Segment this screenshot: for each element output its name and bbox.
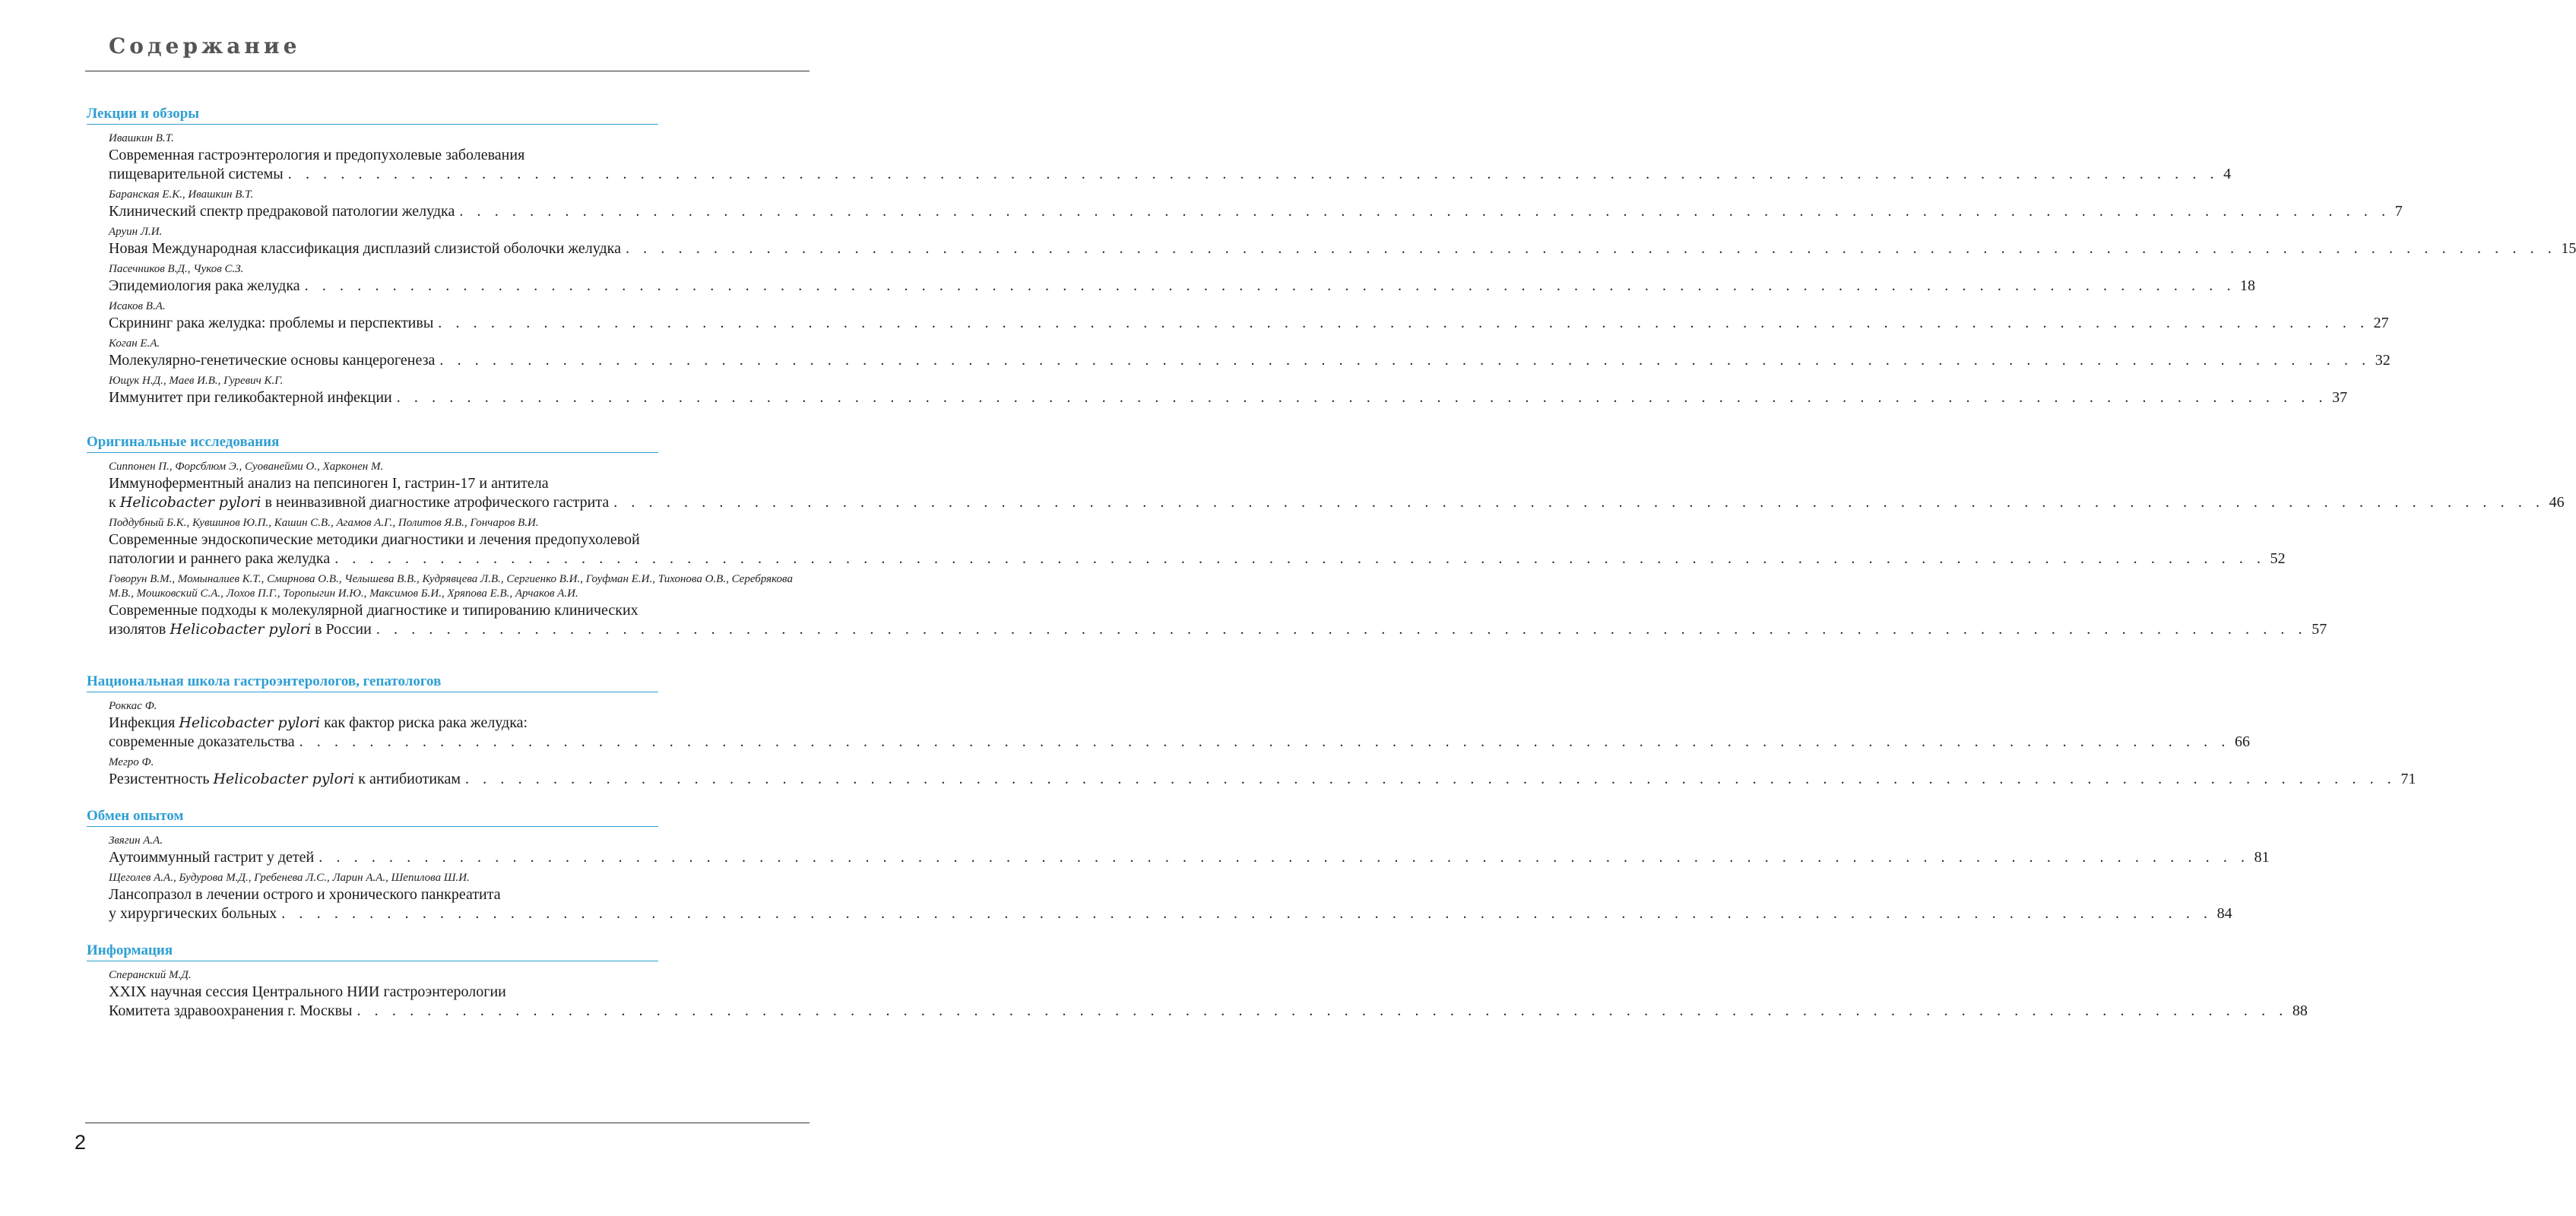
toc-entry[interactable]: [109, 834, 2270, 867]
entry-authors: Щеголев А.А., Будурова М.Д., Гребенева Л.С., Ларин А.А., Шепилова Ш.И.: [109, 872, 470, 884]
dot-leader: . . . . . . . . . . . . . . . . . . . . . . . . . . . . . . . . . . . . . . . . . . . . . . . . . . . . . . . . . . . . . . . . . . . . . . . . . . . . . . . . . . . . . . . . . . . . . . . . . . . . . . . . . . . . . .: [356, 1002, 2288, 1019]
dot-leader: . . . . . . . . . . . . . . . . . . . . . . . . . . . . . . . . . . . . . . . . . . . . . . . . . . . . . . . . . . . . . . . . . . . . . . . . . . . . . . . . . . . . . . . . . . . . . . . . . . . . . . . . . . . . . .: [439, 352, 2371, 369]
toc-entry[interactable]: [109, 337, 2391, 370]
entry-title-line: [109, 493, 2565, 512]
page-number: 2: [74, 1131, 87, 1154]
section-entries: [109, 834, 2270, 927]
entry-title-text: Эпидемиология рака желудка: [109, 277, 300, 294]
entry-title-text: Аутоиммунный гастрит у детей: [109, 849, 315, 866]
entry-title-text: Иммуноферментный анализ на пепсиноген I, гастрин-17 и антитела: [109, 475, 549, 492]
entry-title-line: [109, 601, 803, 620]
entry-page-number: 52: [2270, 550, 2286, 567]
entry-title-text: к Helicobacter pylori в неинвазивной диагностике атрофического гастрита: [109, 494, 610, 511]
entry-authors: Ивашкин В.Т.: [109, 132, 174, 144]
toc-entry[interactable]: [109, 188, 2403, 221]
section-title: Информация: [87, 942, 658, 961]
entry-title-line: [109, 388, 2348, 407]
italic-term: Helicobacter pylori: [170, 621, 312, 638]
entry-title-text: Новая Международная классификация дисплазий слизистой оболочки желудка: [109, 240, 621, 257]
entry-title-line: [109, 885, 803, 904]
entry-authors: Ющук Н.Д., Маев И.В., Гуревич К.Г.: [109, 375, 284, 387]
entry-title-line: [109, 733, 2250, 752]
entry-title-text: изолятов Helicobacter pylori в России: [109, 621, 372, 638]
dot-leader: . . . . . . . . . . . . . . . . . . . . . . . . . . . . . . . . . . . . . . . . . . . . . . . . . . . . . . . . . . . . . . . . . . . . . . . . . . . . . . . . . . . . . . . . . . . . . . . . . . . . . . . . . . . . . .: [304, 277, 2236, 294]
dot-leader: . . . . . . . . . . . . . . . . . . . . . . . . . . . . . . . . . . . . . . . . . . . . . . . . . . . . . . . . . . . . . . . . . . . . . . . . . . . . . . . . . . . . . . . . . . . . . . . . . . . . . . . . . . . . . .: [299, 733, 2230, 750]
italic-term: Helicobacter pylori: [179, 714, 321, 731]
entry-title-line: [109, 146, 803, 165]
entry-title-text: Скрининг рака желудка: проблемы и перспективы: [109, 315, 434, 331]
toc-entry[interactable]: [109, 299, 2389, 333]
toc-entry[interactable]: [109, 262, 2256, 296]
section-title: Национальная школа гастроэнтерологов, гепатологов: [87, 673, 658, 692]
entry-title-text: Комитета здравоохранения г. Москвы: [109, 1002, 353, 1019]
entry-title-text: Иммунитет при геликобактерной инфекции: [109, 389, 392, 406]
entry-title-text: Резистентность Helicobacter pylori к антибиотикам: [109, 771, 461, 787]
section-entries: [109, 699, 2416, 793]
entry-authors: Пасечников В.Д., Чуков С.З.: [109, 263, 244, 275]
entry-title-text: у хирургических больных: [109, 905, 277, 922]
entry-title-text: пищеварительной системы: [109, 166, 284, 182]
entry-title-line: [109, 770, 2416, 789]
entry-page-number: 18: [2240, 277, 2256, 294]
section-entries: [109, 131, 2576, 411]
entry-title-text: XXIX научная сессия Центрального НИИ гастроэнтерологии: [109, 983, 506, 1000]
toc-entry[interactable]: [109, 374, 2348, 407]
entry-title-line: [109, 202, 2403, 221]
entry-authors: Баранская Е.К., Ивашкин В.Т.: [109, 188, 254, 201]
entry-title-text: Современные подходы к молекулярной диагностике и типированию клинических: [109, 602, 638, 619]
dot-leader: . . . . . . . . . . . . . . . . . . . . . . . . . . . . . . . . . . . . . . . . . . . . . . . . . . . . . . . . . . . . . . . . . . . . . . . . . . . . . . . . . . . . . . . . . . . . . . . . . . . . . . . . . . . . . .: [459, 203, 2391, 220]
entry-title-text: патологии и раннего рака желудка: [109, 550, 331, 567]
entry-authors: Сиппонен П., Форсблюм Э., Суованейми О., Харконен М.: [109, 461, 384, 473]
dot-leader: . . . . . . . . . . . . . . . . . . . . . . . . . . . . . . . . . . . . . . . . . . . . . . . . . . . . . . . . . . . . . . . . . . . . . . . . . . . . . . . . . . . . . . . . . . . . . . . . . . . . . . . . . . . . . .: [375, 621, 2308, 638]
entry-authors: Звягин А.А.: [109, 834, 163, 847]
toc-entry[interactable]: [109, 755, 2416, 789]
section-entries: [109, 968, 2308, 1024]
entry-authors: Говорун В.М., Момыналиев К.Т., Смирнова О.В., Челышева В.В., Кудрявцева Л.В., Сергиенко В.И., Гоуфман Е.И., Тихонова О.В., Серебрякова М.В., Мошковский С.А., Лохов П.Г., Торопыгин И.Ю., Максимов Б.И., Хряпова Е.В., Арчаков А.И.: [109, 573, 793, 600]
toc-entry[interactable]: [109, 699, 2250, 752]
toc-entry[interactable]: [109, 516, 2286, 568]
entry-authors: Сперанский М.Д.: [109, 969, 192, 981]
entry-title-line: [109, 848, 2270, 867]
dot-leader: . . . . . . . . . . . . . . . . . . . . . . . . . . . . . . . . . . . . . . . . . . . . . . . . . . . . . . . . . . . . . . . . . . . . . . . . . . . . . . . . . . . . . . . . . . . . . . . . . . . . . . . . . . . . . .: [613, 494, 2545, 511]
entry-title-text: современные доказательства: [109, 733, 295, 750]
dot-leader: . . . . . . . . . . . . . . . . . . . . . . . . . . . . . . . . . . . . . . . . . . . . . . . . . . . . . . . . . . . . . . . . . . . . . . . . . . . . . . . . . . . . . . . . . . . . . . . . . . . . . . . . . . . . . .: [334, 550, 2266, 567]
entry-title-line: [109, 904, 2232, 923]
entry-page-number: 46: [2549, 494, 2565, 511]
section-entries: [109, 460, 2565, 643]
dot-leader: . . . . . . . . . . . . . . . . . . . . . . . . . . . . . . . . . . . . . . . . . . . . . . . . . . . . . . . . . . . . . . . . . . . . . . . . . . . . . . . . . . . . . . . . . . . . . . . . . . . . . . . . . . . . . .: [396, 389, 2328, 406]
entry-title-line: [109, 351, 2391, 370]
section-title: Обмен опытом: [87, 808, 658, 827]
entry-page-number: 32: [2375, 352, 2391, 369]
entry-title-text: Инфекция Helicobacter pylori как фактор риска рака желудка:: [109, 714, 528, 731]
toc-entry[interactable]: [109, 225, 2576, 258]
entry-title-line: [109, 714, 803, 733]
italic-term: Helicobacter pylori: [213, 771, 355, 787]
entry-title-line: [109, 314, 2389, 333]
toc-entry[interactable]: [109, 572, 2327, 639]
entry-title-text: Клинический спектр предраковой патологии желудка: [109, 203, 455, 220]
toc-entry[interactable]: [109, 968, 2308, 1021]
entry-authors: Коган Е.А.: [109, 337, 160, 350]
entry-page-number: 88: [2292, 1002, 2308, 1019]
entry-title-line: [109, 549, 2286, 568]
entry-title-text: Современные эндоскопические методики диагностики и лечения предопухолевой: [109, 531, 640, 548]
dot-leader: . . . . . . . . . . . . . . . . . . . . . . . . . . . . . . . . . . . . . . . . . . . . . . . . . . . . . . . . . . . . . . . . . . . . . . . . . . . . . . . . . . . . . . . . . . . . . . . . . . . . . . . . . . . . . .: [287, 166, 2220, 182]
entry-title-line: [109, 165, 2232, 184]
toc-entry[interactable]: [109, 131, 2232, 184]
italic-term: Helicobacter pylori: [119, 494, 261, 511]
entry-title-line: [109, 1002, 2308, 1021]
entry-authors: Поддубный Б.К., Кувшинов Ю.П., Кашин С.В., Агамов А.Г., Политов Я.В., Гончаров В.И.: [109, 517, 539, 529]
entry-authors: Роккас Ф.: [109, 700, 157, 712]
entry-page-number: 57: [2311, 621, 2327, 638]
entry-page-number: 4: [2223, 166, 2232, 182]
entry-title-text: Современная гастроэнтерология и предопухолевые заболевания: [109, 147, 525, 163]
entry-authors: Исаков В.А.: [109, 300, 166, 312]
entry-page-number: 66: [2234, 733, 2250, 750]
entry-page-number: 37: [2332, 389, 2348, 406]
section-title: Лекции и обзоры: [87, 106, 658, 125]
entry-title-line: [109, 277, 2256, 296]
entry-authors: Аруин Л.И.: [109, 226, 163, 238]
entry-title-line: [109, 239, 2576, 258]
entry-page-number: 15: [2561, 240, 2576, 257]
entry-title-line: [109, 474, 803, 493]
entry-title-line: [109, 620, 2327, 639]
dot-leader: . . . . . . . . . . . . . . . . . . . . . . . . . . . . . . . . . . . . . . . . . . . . . . . . . . . . . . . . . . . . . . . . . . . . . . . . . . . . . . . . . . . . . . . . . . . . . . . . . . . . . . . . . . . . . .: [625, 240, 2557, 257]
dot-leader: . . . . . . . . . . . . . . . . . . . . . . . . . . . . . . . . . . . . . . . . . . . . . . . . . . . . . . . . . . . . . . . . . . . . . . . . . . . . . . . . . . . . . . . . . . . . . . . . . . . . . . . . . . . . . .: [464, 771, 2397, 787]
toc-entry[interactable]: [109, 871, 2232, 923]
entry-page-number: 84: [2216, 905, 2232, 922]
page-title: Содержание: [109, 33, 301, 59]
section-title: Оригинальные исследования: [87, 434, 658, 453]
entry-page-number: 81: [2254, 849, 2270, 866]
entry-page-number: 71: [2400, 771, 2416, 787]
entry-title-text: Лансопразол в лечении острого и хронического панкреатита: [109, 886, 501, 903]
entry-title-line: [109, 530, 803, 549]
toc-entry[interactable]: [109, 460, 2565, 512]
dot-leader: . . . . . . . . . . . . . . . . . . . . . . . . . . . . . . . . . . . . . . . . . . . . . . . . . . . . . . . . . . . . . . . . . . . . . . . . . . . . . . . . . . . . . . . . . . . . . . . . . . . . . . . . . . . . . .: [318, 849, 2250, 866]
entry-page-number: 7: [2394, 203, 2403, 220]
dot-leader: . . . . . . . . . . . . . . . . . . . . . . . . . . . . . . . . . . . . . . . . . . . . . . . . . . . . . . . . . . . . . . . . . . . . . . . . . . . . . . . . . . . . . . . . . . . . . . . . . . . . . . . . . . . . . .: [438, 315, 2369, 331]
entry-authors: Мегро Ф.: [109, 756, 154, 768]
entry-title-line: [109, 983, 803, 1002]
entry-title-text: Молекулярно-генетические основы канцерогенеза: [109, 352, 436, 369]
dot-leader: . . . . . . . . . . . . . . . . . . . . . . . . . . . . . . . . . . . . . . . . . . . . . . . . . . . . . . . . . . . . . . . . . . . . . . . . . . . . . . . . . . . . . . . . . . . . . . . . . . . . . . . . . . . . . .: [281, 905, 2213, 922]
entry-page-number: 27: [2373, 315, 2389, 331]
